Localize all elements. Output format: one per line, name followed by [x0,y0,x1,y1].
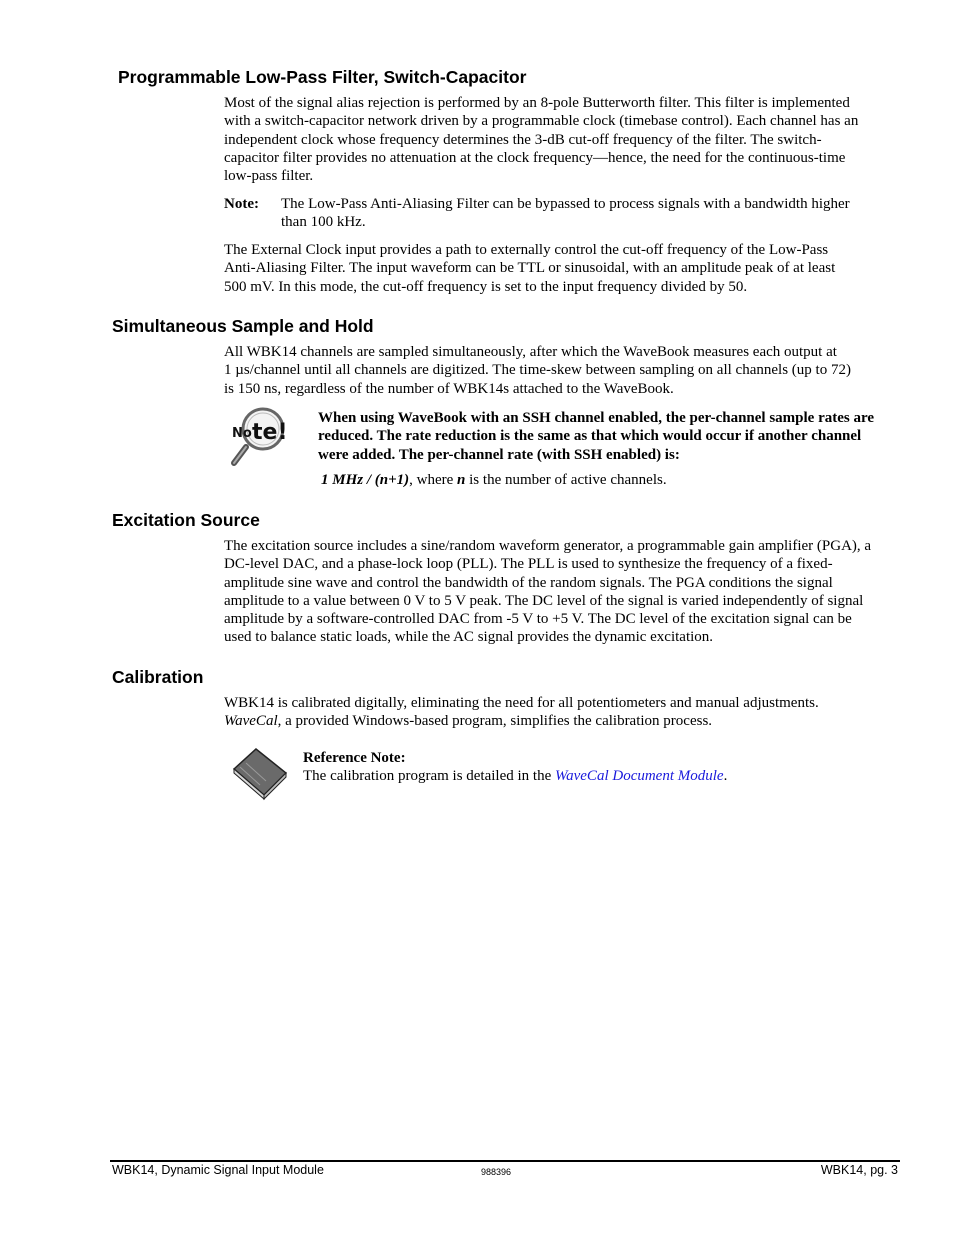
text-line: is 150 ns, regardless of the number of WBK14s attached to the WaveBook. [224,380,674,397]
reference-note-title: Reference Note: [303,750,406,766]
reference-note-text [303,767,727,785]
text-line: used to balance static loads, while the AC signal provides the dynamic excitation. [224,629,714,646]
text-line: were added. The per-channel rate (with SSH enabled) is: [318,446,680,463]
reference-note [303,749,727,786]
section-heading-filter: Programmable Low-Pass Filter, Switch-Capacitor [118,67,527,87]
text-line: Anti-Aliasing Filter. The input waveform can be TTL or sinusoidal, with an amplitude peak of at least [224,260,836,277]
svg-text:No: No [232,426,252,441]
filter-paragraph-2 [224,241,899,296]
section-heading-ssh: Simultaneous Sample and Hold [112,316,374,336]
text-line: amplitude to a value between 0 V to 5 V peak. The DC level of the signal is varied independently of signal [224,592,864,609]
reference-end: . [723,768,728,785]
magnifier-note-icon [228,407,290,467]
text-line: The excitation source includes a sine/random waveform generator, a programmable gain amplifier (PGA), a [224,538,872,554]
formula-tail: is the number of active channels. [465,472,667,488]
text-line: capacitor filter provides no attenuation at the clock frequency—hence, the need for the continuous-time [224,149,846,166]
formula-expression: 1 MHz / (n+1) [321,472,410,488]
filter-paragraph-1 [224,94,899,185]
ssh-note-text [318,409,903,464]
filter-note [224,195,899,233]
svg-text:te!: te! [252,420,288,445]
text-line: than 100 kHz. [281,214,366,231]
formula-variable: n [457,472,466,488]
text-line: amplitude by a software-controlled DAC from -5 V to +5 V. The DC level of the excitation signal can be [224,611,852,628]
ssh-paragraph [224,343,899,398]
footer-right: WBK14, pg. 3 [820,1163,898,1177]
text-line: All WBK14 channels are sampled simultaneously, after which the WaveBook measures each output at [224,344,837,360]
wavecal-name: WaveCal [224,713,278,730]
book-reference-icon [230,745,290,801]
text-line: amplitude sine wave and control the bandwidth of the random signals. The PGA conditions the signal [224,574,833,591]
note-label: Note: [224,196,259,212]
text-line: The External Clock input provides a path to externally control the cut-off frequency of the Low-Pass [224,242,829,258]
footer-left: WBK14, Dynamic Signal Input Module [112,1163,324,1177]
text-line [224,712,899,730]
note-text [281,195,881,232]
text-line: independent clock whose frequency determines the 3-dB cut-off frequency of the filter. The switch- [224,131,822,148]
text-line: reduced. The rate reduction is the same as that which would occur if another channel [318,428,862,445]
text-line: Most of the signal alias rejection is performed by an 8-pole Butterworth filter. This filter is implemented [224,95,850,111]
wavecal-document-link[interactable]: WaveCal Document Module [555,768,724,785]
text-line: WBK14 is calibrated digitally, eliminating the need for all potentiometers and manual adjustments. [224,695,819,711]
text-line: low-pass filter. [224,168,314,185]
text-line: When using WaveBook with an SSH channel enabled, the per-channel sample rates are [318,410,875,426]
formula-mid: , where [409,472,458,488]
rate-formula [321,471,667,489]
reference-text: The calibration program is detailed in the [303,768,555,785]
text-line: 500 mV. In this mode, the cut-off frequency is set to the input frequency divided by 50. [224,278,748,295]
section-heading-excitation: Excitation Source [112,510,260,530]
calibration-paragraph [224,694,899,731]
text-line-rest: , a provided Windows-based program, simplifies the calibration process. [277,713,713,730]
text-line: with a switch-capacitor network driven by a programmable clock (timebase control). Each channel has an [224,113,859,130]
section-heading-calibration: Calibration [112,667,204,687]
footer-divider [110,1160,900,1162]
text-line: 1 µs/channel until all channels are digitized. The time-skew between sampling on all channels (up to 72) [224,362,851,379]
text-line: The Low-Pass Anti-Aliasing Filter can be bypassed to process signals with a bandwidth higher [281,196,850,212]
excitation-paragraph [224,537,899,647]
footer-center: 988396 [481,1167,512,1177]
text-line: DC-level DAC, and a phase-lock loop (PLL). The PLL is used to synthesize the frequency of a fixed- [224,556,833,573]
